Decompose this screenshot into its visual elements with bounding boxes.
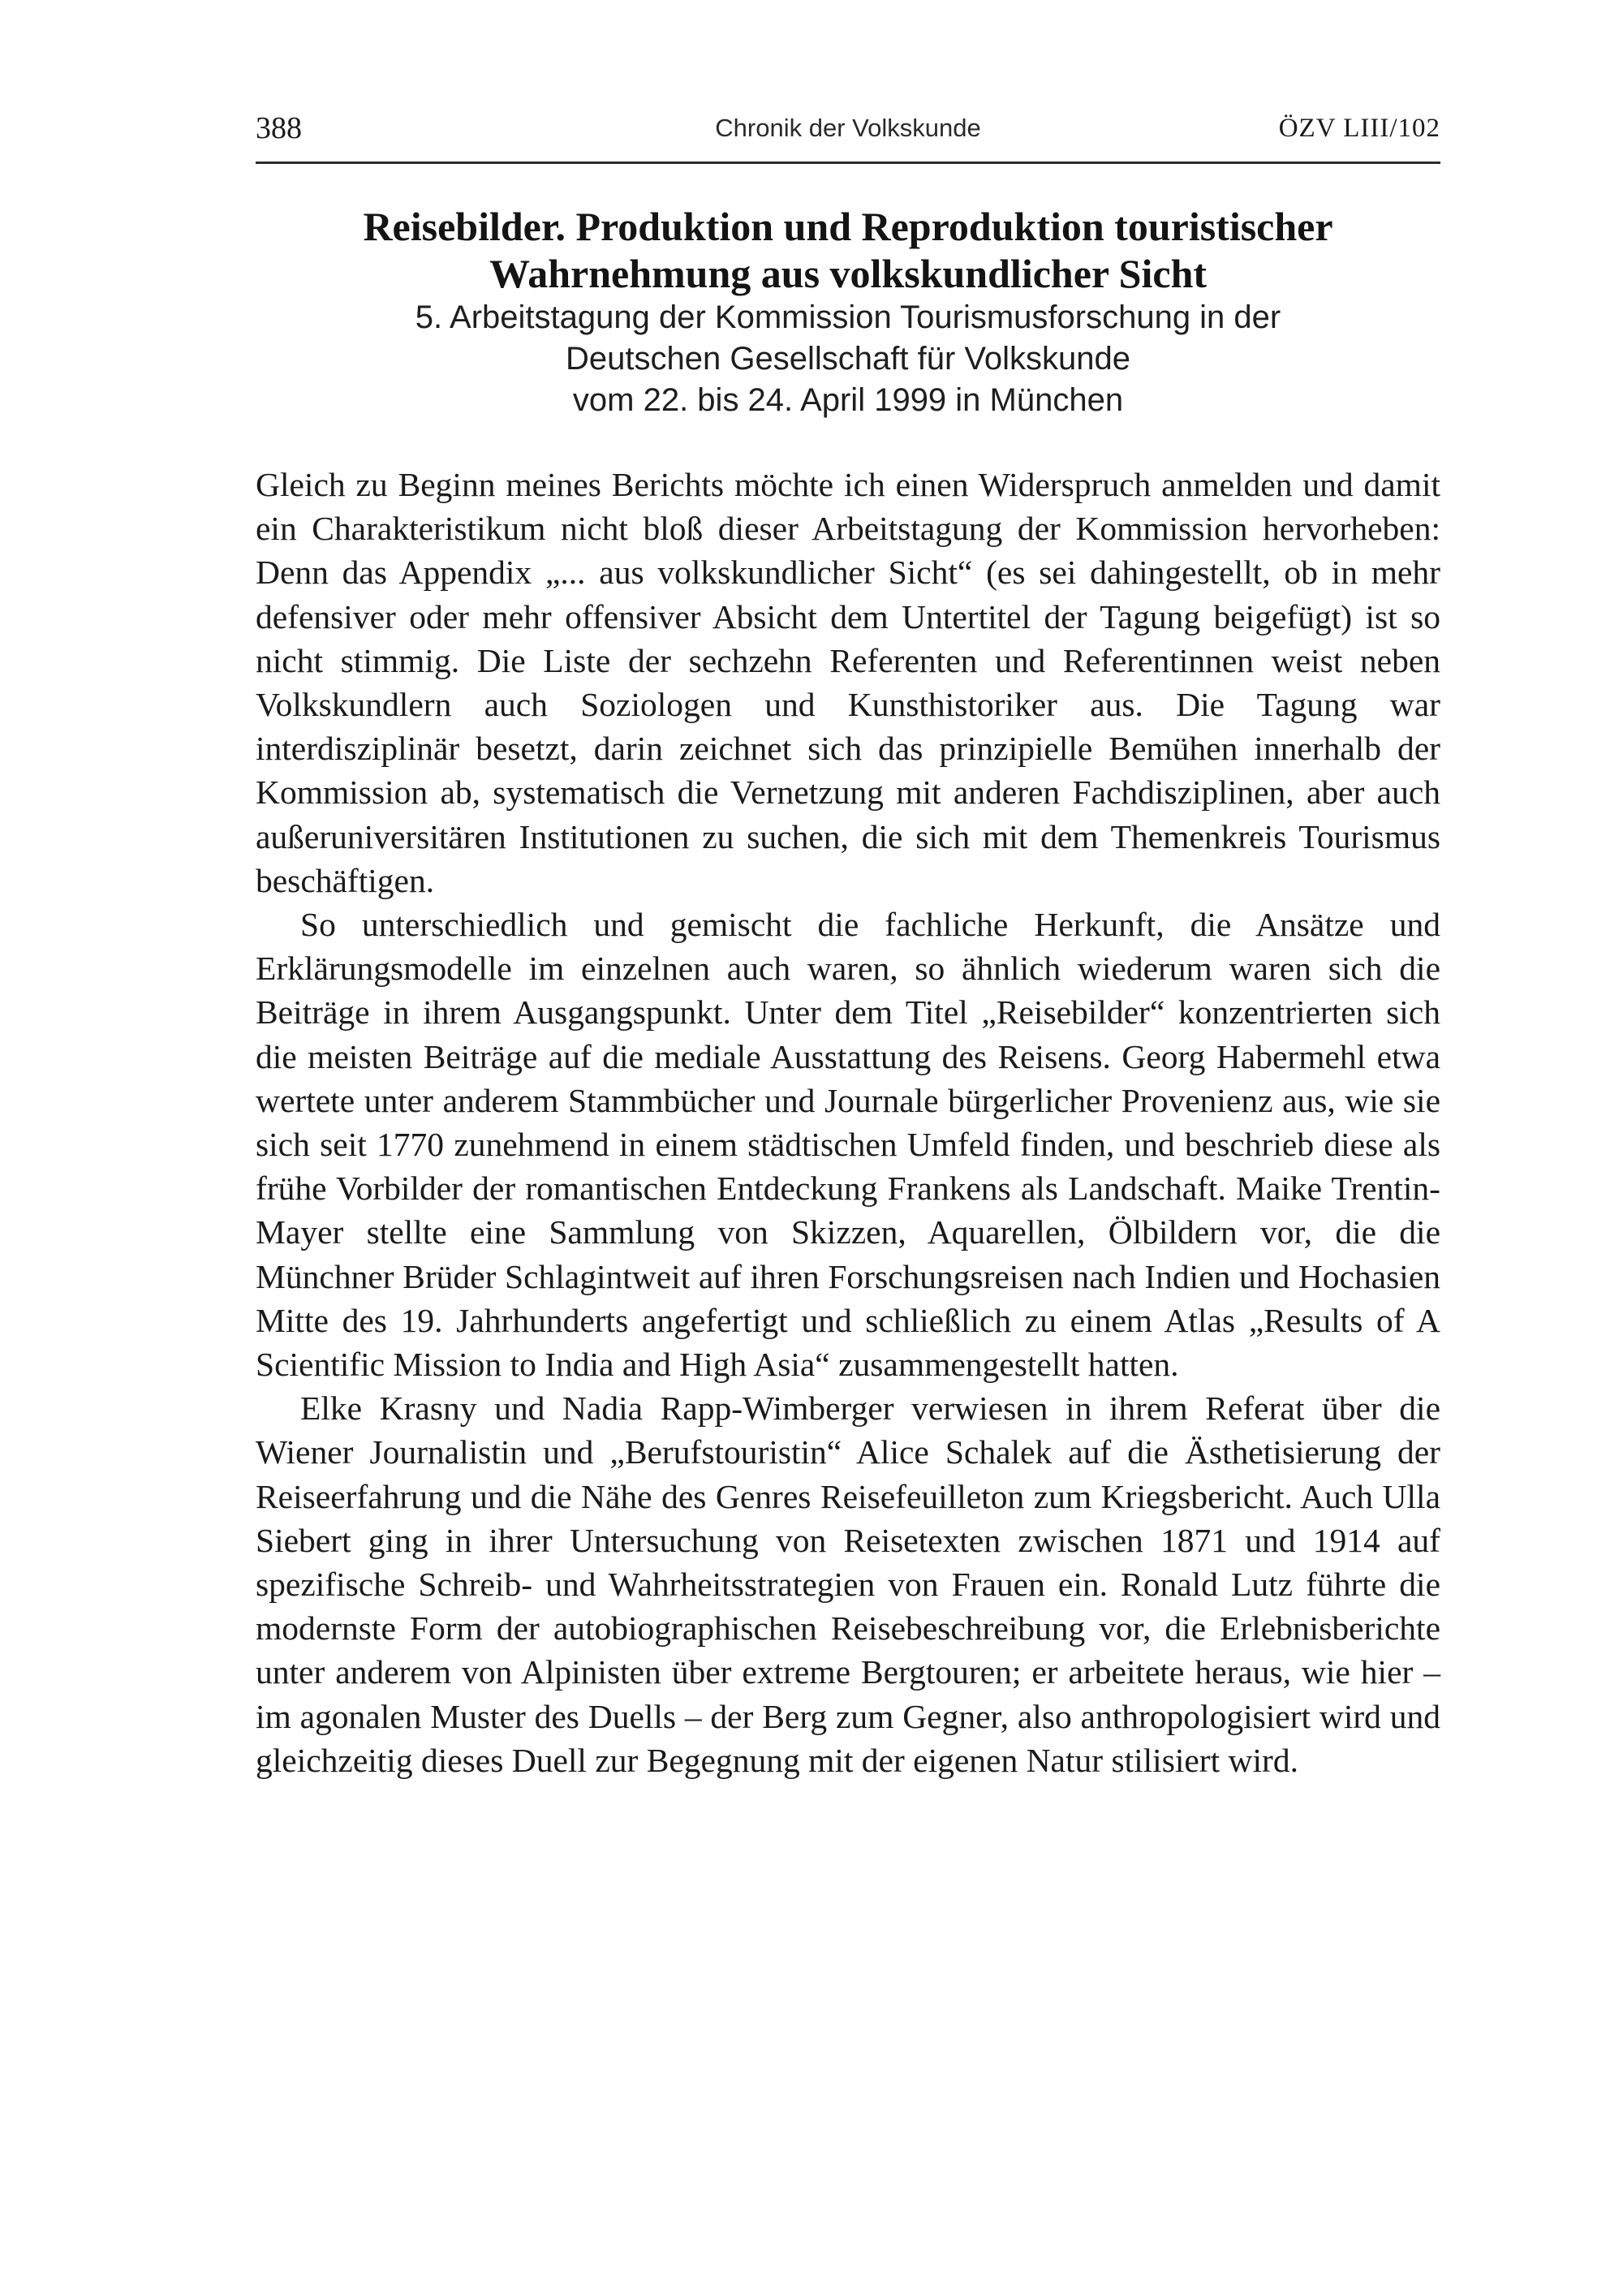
article-subtitle: [256, 297, 1440, 421]
subtitle-line-3: vom 22. bis 24. April 1999 in München: [572, 382, 1124, 418]
header-rule: [256, 162, 1440, 164]
journal-reference: ÖZV LIII/102: [1278, 114, 1440, 143]
subtitle-line-2: Deutschen Gesellschaft für Volkskunde: [566, 341, 1130, 377]
paragraph-3: Elke Krasny und Nadia Rapp-Wimberger verwiesen in ihrem Referat über die Wiener Journalistin und „Berufstouristin“ Alice Schalek auf die Ästhetisierung der Reiseerfahrung und die Nähe des Genres Reisefeuilleton zum Kriegsbericht. Auch Ulla Siebert ging in ihrer Untersuchung von Reisetexten zwischen 1871 und 1914 auf spezifische Schreib- und Wahrheitsstrategien von Frauen ein. Ronald Lutz führte die modernste Form der autobiographischen Reisebeschreibung vor, die Erlebnisberichte unter anderem von Alpinisten über extreme Bergtouren; er arbeitete heraus, wie hier – im agonalen Muster des Duells – der Berg zum Gegner, also anthropologisiert wird und gleichzeitig dieses Duell zur Begegnung mit der eigenen Natur stilisiert wird.: [256, 1389, 1440, 1779]
running-head: [256, 110, 1440, 151]
title-line-1: Reisebilder. Produktion und Reproduktion touristischer: [363, 204, 1333, 249]
article-heading: [256, 203, 1440, 421]
page-number: 388: [256, 111, 302, 145]
subtitle-line-1: 5. Arbeitstagung der Kommission Tourismusforschung in der: [415, 299, 1281, 335]
section-title: Chronik der Volkskunde: [715, 114, 981, 142]
article-title: [256, 203, 1440, 297]
paragraph-2: So unterschiedlich und gemischt die fachliche Herkunft, die Ansätze und Erklärungsmodelle im einzelnen auch waren, so ähnlich wiederum waren sich die Beiträge in ihrem Ausgangspunkt. Unter dem Titel „Reisebilder“ konzentrierten sich die meisten Beiträge auf die mediale Ausstattung des Reisens. Georg Habermehl etwa wertete unter anderem Stammbücher und Journale bürgerlicher Provenienz aus, wie sie sich seit 1770 zunehmend in einem städtischen Umfeld finden, und beschrieb diese als frühe Vorbilder der romantischen Entdeckung Frankens als Landschaft. Maike Trentin-Mayer stellte eine Sammlung von Skizzen, Aquarellen, Ölbildern vor, die die Münchner Brüder Schlagintweit auf ihren Forschungsreisen nach Indien und Hochasien Mitte des 19. Jahrhunderts angefertigt und schließlich zu einem Atlas „Results of A Scientific Mission to India and High Asia“ zusammengestellt hatten.: [256, 906, 1440, 1384]
title-line-2: Wahrnehmung aus volkskundlicher Sicht: [489, 251, 1208, 296]
article-body: [256, 463, 1440, 1782]
paragraph-1: Gleich zu Beginn meines Berichts möchte ich einen Widerspruch anmelden und damit ein Charakteristikum nicht bloß dieser Arbeitstagung der Kommission hervorheben: Denn das Appendix „... aus volkskundlicher Sicht“ (es sei dahingestellt, ob in mehr defensiver oder mehr offensiver Absicht dem Untertitel der Tagung beigefügt) ist so nicht stimmig. Die Liste der sechzehn Referenten und Referentinnen weist neben Volkskundlern auch Soziologen und Kunsthistoriker aus. Die Tagung war interdisziplinär besetzt, darin zeichnet sich das prinzipielle Bemühen innerhalb der Kommission ab, systematisch die Vernetzung mit anderen Fachdisziplinen, aber auch außeruniversitären Institutionen zu suchen, die sich mit dem Themenkreis Tourismus beschäftigen.: [256, 466, 1440, 899]
